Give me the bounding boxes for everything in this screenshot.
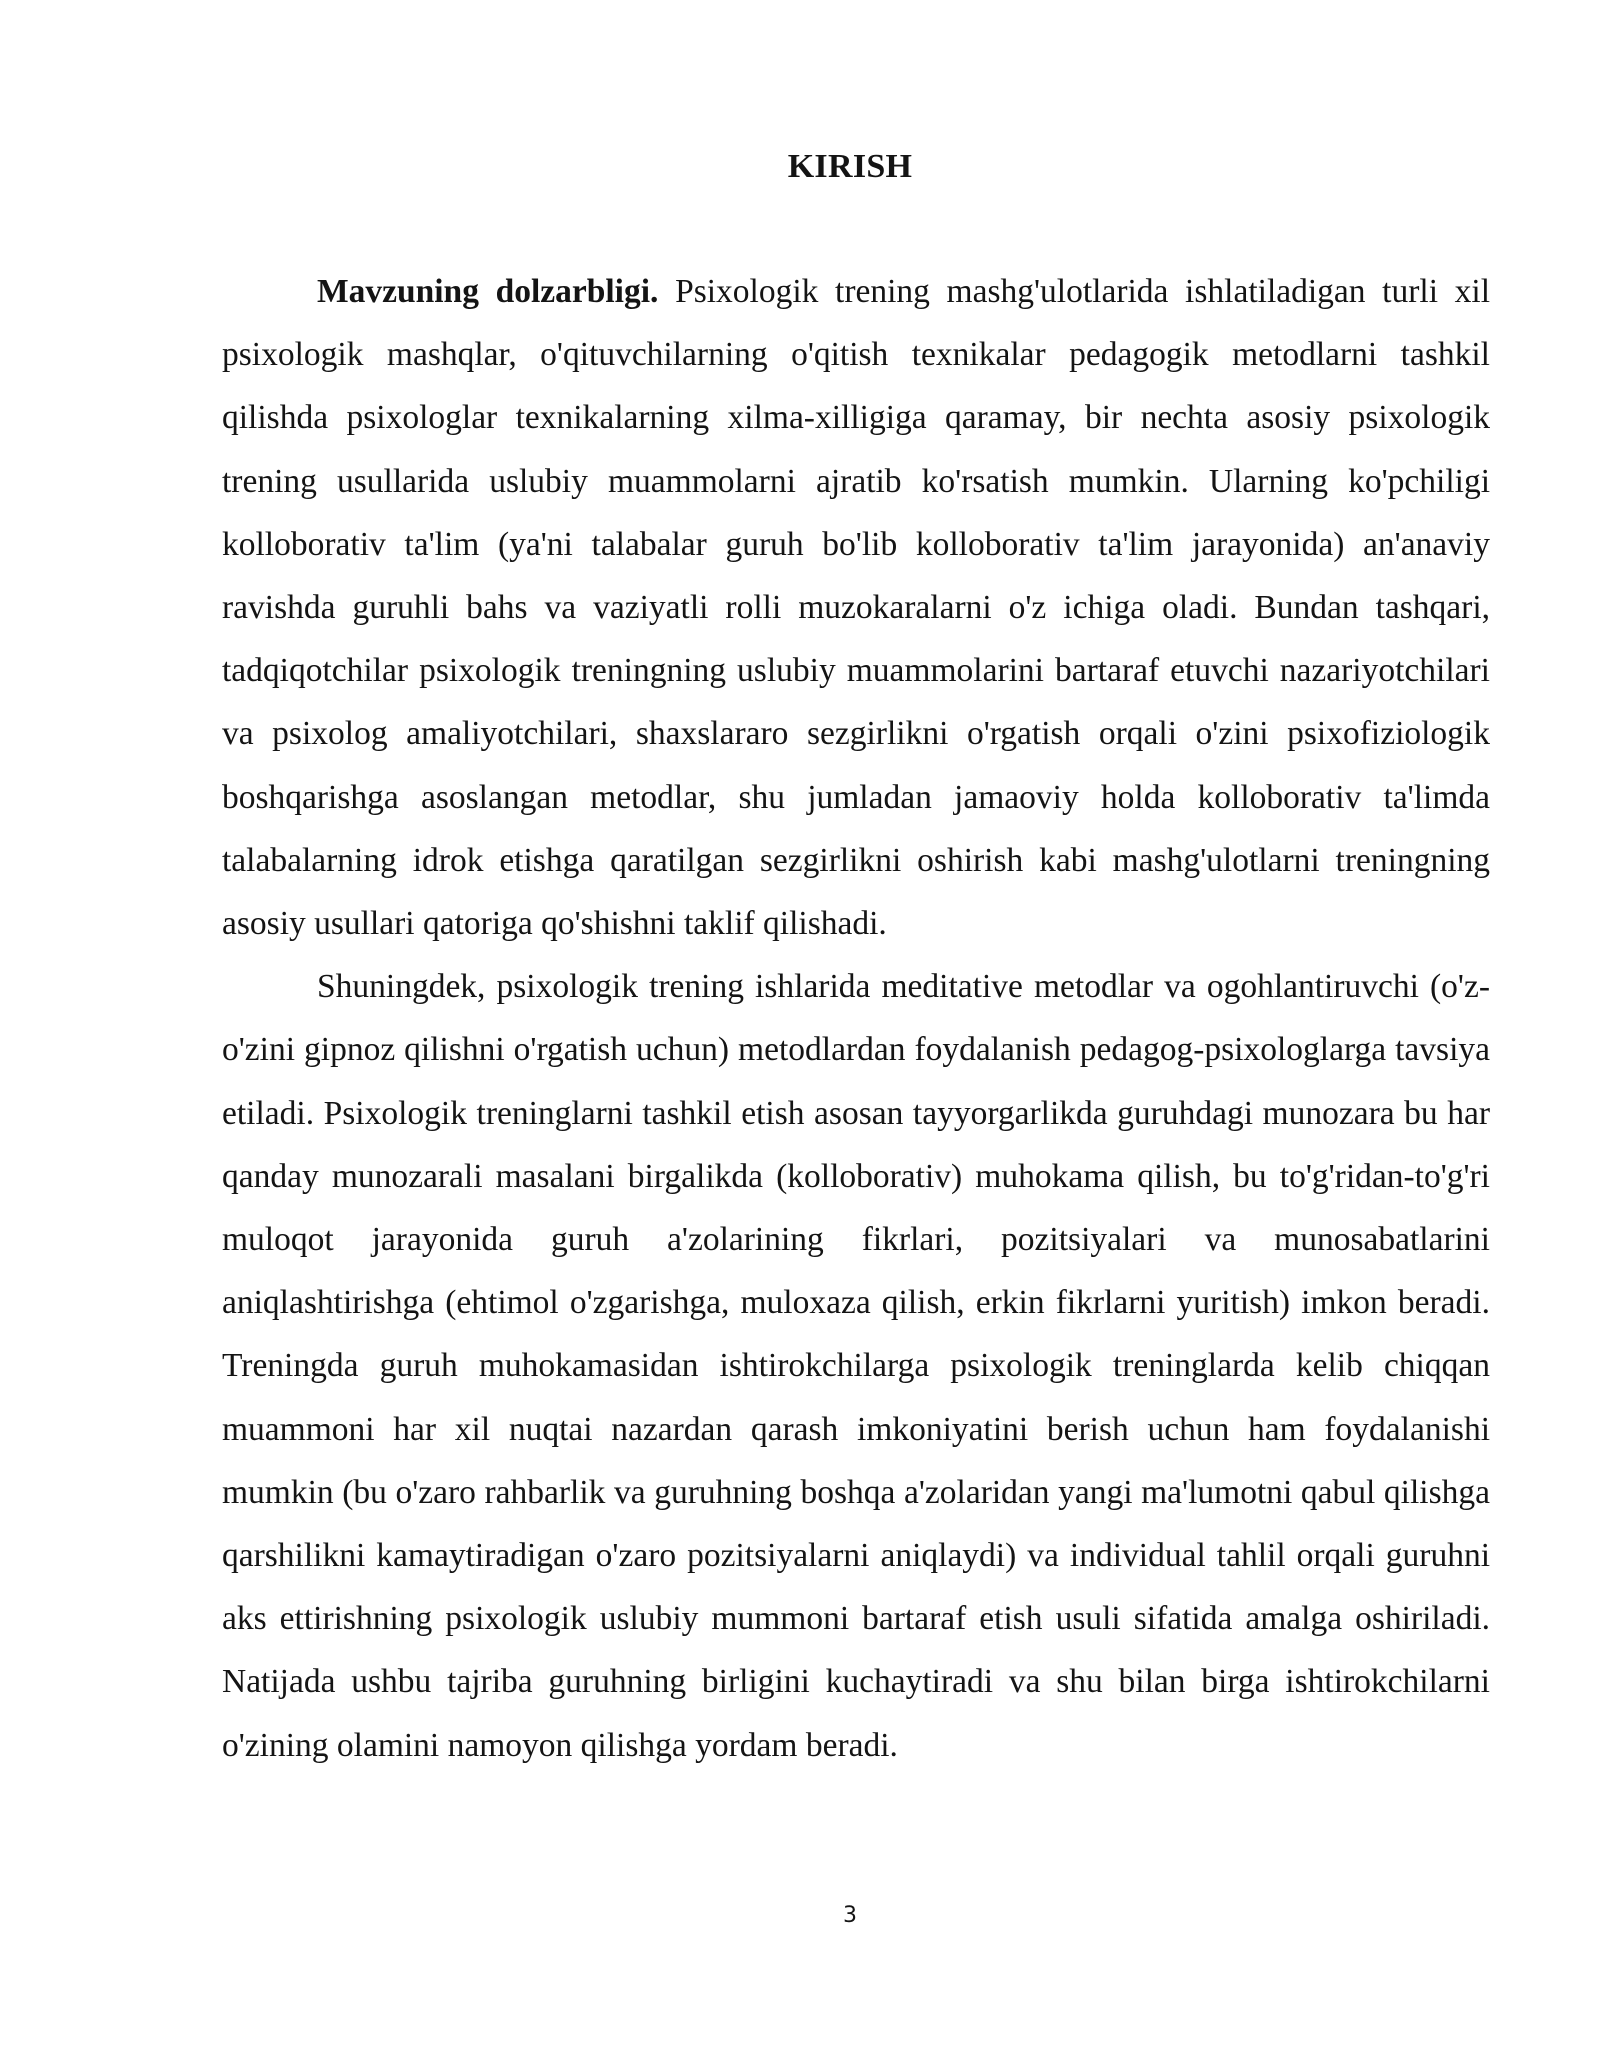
paragraph-methods <box>222 955 1490 1777</box>
paragraph-relevance <box>222 260 1490 955</box>
body-text <box>222 260 1490 1777</box>
page-number: 3 <box>843 1903 857 1928</box>
paragraph-lead: Mavzuning dolzarbligi. <box>317 273 659 310</box>
page-title: KIRISH <box>787 148 913 185</box>
paragraph-text: Shuningdek, psixologik trening ishlarida meditative metodlar va ogohlantiruvchi (o'z-o'zini gipnoz qilishni o'rgatish uchun) metodlardan foydalanish pedagog-psixologlarga tavsiya etiladi. Psixologik treninglarni tashkil etish asosan tayyorgarlikda guruhdagi munozara bu har qanday munozarali masalani birgalikda (kolloborativ) muhokama qilish, bu to'g'ridan-to'g'ri muloqot jarayonida guruh a'zolarining fikrlari, pozitsiyalari va munosabatlarini aniqlashtirishga (ehtimol o'zgarishga, muloxaza qilish, erkin fikrlarni yuritish) imkon beradi. Treningda guruh muhokamasidan ishtirokchilarga psixologik treninglarda kelib chiqqan muammoni har xil nuqtai nazardan qarash imkoniyatini berish uchun ham foydalanishi mumkin (bu o'zaro rahbarlik va guruhning boshqa a'zolaridan yangi ma'lumotni qabul qilishga qarshilikni kamaytiradigan o'zaro pozitsiyalarni aniqlaydi) va individual tahlil orqali guruhni aks ettirishning psixologik uslubiy mummoni bartaraf etish usuli sifatida amalga oshiriladi. Natijada ushbu tajriba guruhning birligini kuchaytiradi va shu bilan birga ishtirokchilarni o'zining olamini namoyon qilishga yordam beradi. <box>222 968 1490 1764</box>
paragraph-text: Psixologik trening mashg'ulotlarida ishlatiladigan turli xil psixologik mashqlar, o'qituvchilarning o'qitish texnikalar pedagogik metodlarni tashkil qilishda psixologlar texnikalarning xilma-xilligiga qaramay, bir nechta asosiy psixologik trening usullarida uslubiy muammolarni ajratib ko'rsatish mumkin. Ularning ko'pchiligi kolloborativ ta'lim (ya'ni talabalar guruh bo'lib kolloborativ ta'lim jarayonida) an'anaviy ravishda guruhli bahs va vaziyatli rolli muzokaralarni o'z ichiga oladi. Bundan tashqari, tadqiqotchilar psixologik treningning uslubiy muammolarini bartaraf etuvchi nazariyotchilari va psixolog amaliyotchilari, shaxslararo sezgirlikni o'rgatish orqali o'zini psixofiziologik boshqarishga asoslangan metodlar, shu jumladan jamaoviy holda kolloborativ ta'limda talabalarning idrok etishga qaratilgan sezgirlikni oshirish kabi mashg'ulotlarni treningning asosiy usullari qatoriga qo'shishni taklif qilishadi. <box>222 273 1490 943</box>
